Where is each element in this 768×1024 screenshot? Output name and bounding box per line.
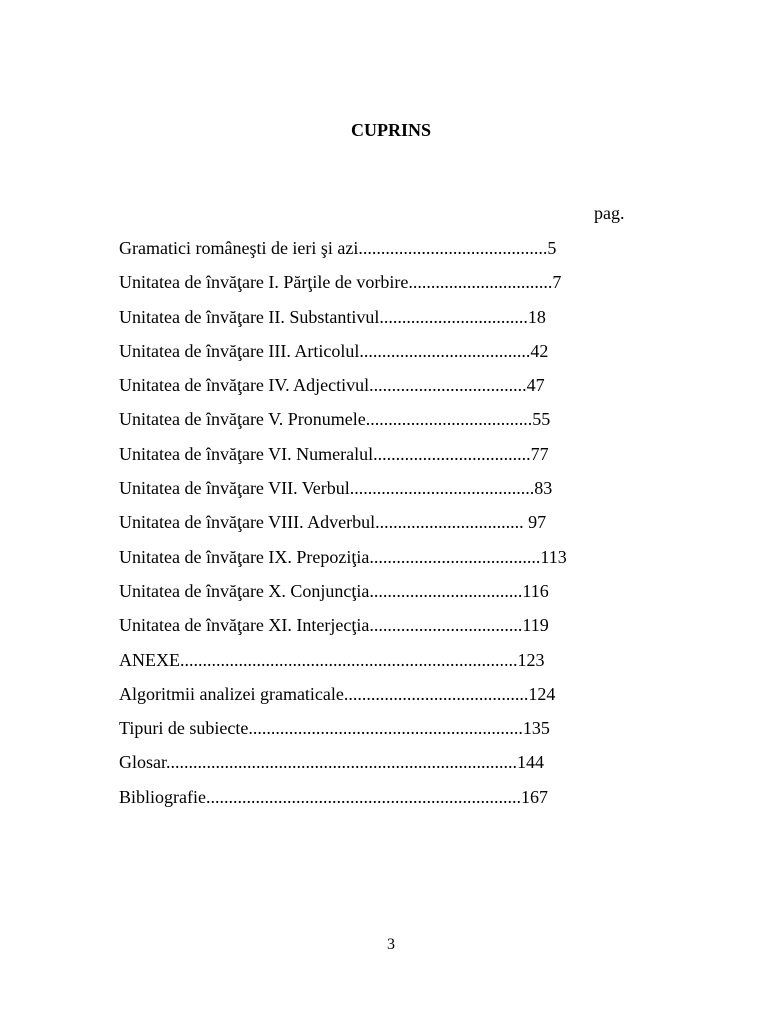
toc-entry: Unitatea de învăţare VI. Numeralul...................................77 [119,443,549,464]
page-title: CUPRINS [350,120,431,140]
toc-entry: Unitatea de învăţare II. Substantivul.................................18 [119,306,546,327]
table-of-contents [119,237,567,820]
toc-entry: Unitatea de învăţare IV. Adjectivul...................................47 [119,375,545,396]
toc-entry: Unitatea de învăţare X. Conjuncţia..................................116 [119,580,549,601]
toc-entry: Unitatea de învăţare I. Părţile de vorbire................................7 [119,272,562,293]
toc-entry: ANEXE...........................................................................123 [119,649,545,670]
toc-entry: Tipuri de subiecte.............................................................135 [119,718,550,739]
toc-entry: Unitatea de învăţare XI. Interjecţia..................................119 [119,615,549,636]
page-column-label: pag. [594,203,625,223]
toc-entry: Unitatea de învăţare VIII. Adverbul................................. 97 [119,512,547,533]
toc-entry: Bibliografie......................................................................167 [119,786,548,807]
toc-entry: Unitatea de învăţare VII. Verbul.........................................83 [119,478,553,499]
toc-entry: Gramatici româneşti de ieri şi azi..........................................5 [119,238,557,258]
toc-entry: Unitatea de învăţare III. Articolul......................................42 [119,340,549,361]
toc-entry: Unitatea de învăţare IX. Prepoziţia......................................113 [119,546,567,567]
page-number: 3 [387,936,395,953]
toc-entry: Unitatea de învăţare V. Pronumele.....................................55 [119,409,551,430]
toc-entry: Glosar..............................................................................144 [119,752,544,773]
toc-entry: Algoritmii analizei gramaticale.........................................124 [119,683,556,704]
